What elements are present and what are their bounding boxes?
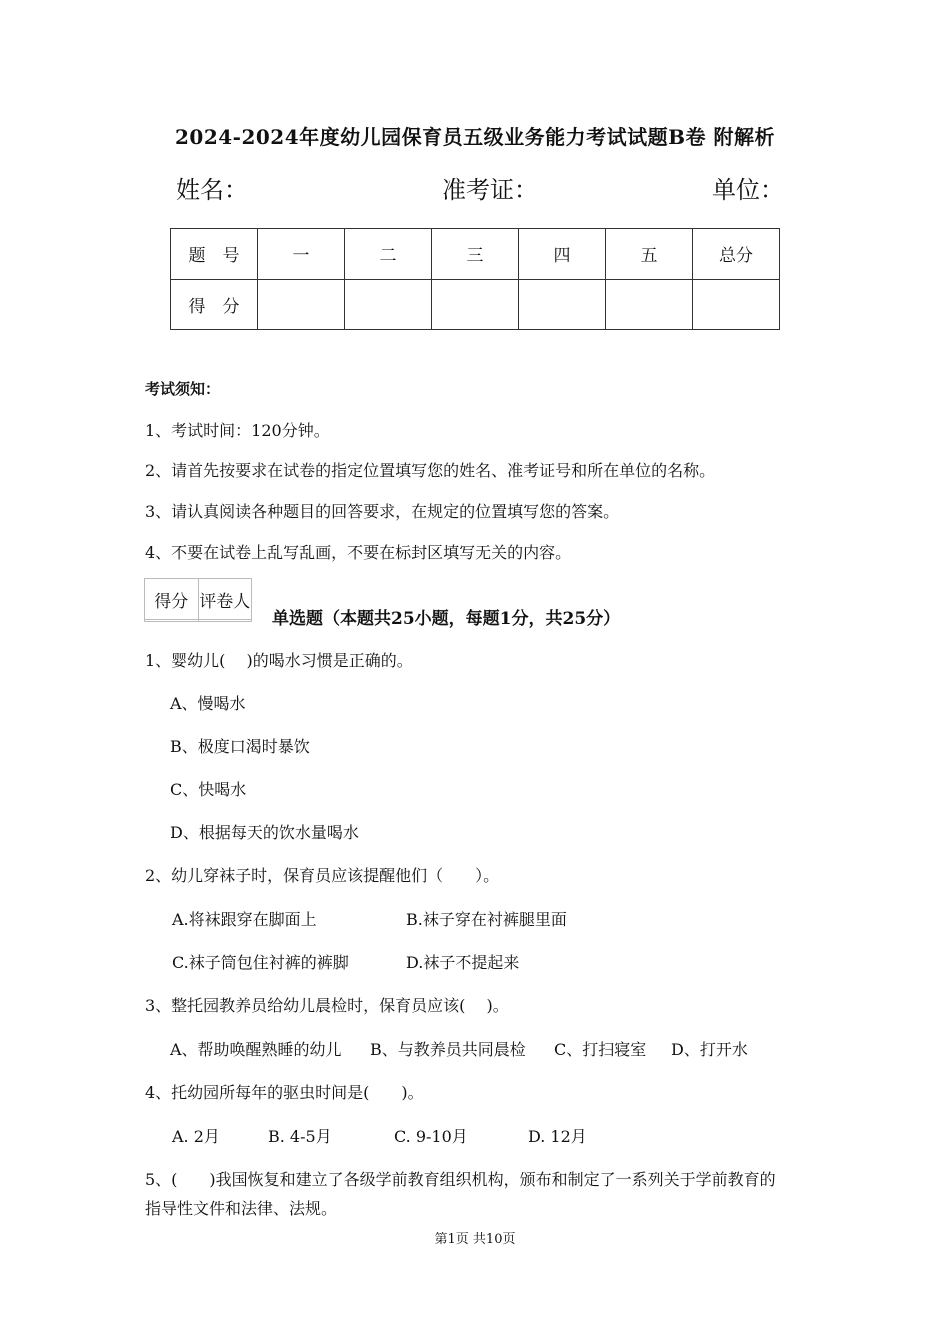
document-title: 2024-2024年度幼儿园保育员五级业务能力考试试题B卷 附解析: [175, 125, 775, 149]
notice-title: 考试须知：: [145, 380, 221, 398]
q2-option-c[interactable]: C.袜子筒包住衬裤的裤脚: [172, 953, 349, 972]
section-title: 单选题（本题共25小题，每题1分，共25分）: [272, 609, 621, 629]
q1-option-b[interactable]: B、极度口渴时暴饮: [170, 737, 310, 756]
q2-option-b[interactable]: B.袜子穿在衬裤腿里面: [406, 910, 567, 929]
grader-box-score-cell[interactable]: [145, 620, 199, 622]
score-table-score-row: [171, 279, 780, 330]
question-3: 3、整托园教养员给幼儿晨检时，保育员应该( )。: [145, 996, 509, 1015]
name-field-label: 姓名：: [176, 176, 248, 204]
q1-option-a[interactable]: A、慢喝水: [170, 694, 246, 713]
question-4: 4、托幼园所每年的驱虫时间是( )。: [145, 1083, 424, 1102]
score-cell[interactable]: [519, 279, 606, 330]
notice-item: 3、请认真阅读各种题目的回答要求，在规定的位置填写您的答案。: [145, 502, 620, 521]
q1-option-d[interactable]: D、根据每天的饮水量喝水: [170, 823, 359, 842]
notice-item: 1、考试时间：120分钟。: [145, 421, 330, 440]
notice-item: 2、请首先按要求在试卷的指定位置填写您的姓名、准考证号和所在单位的名称。: [145, 461, 716, 480]
score-cell[interactable]: [432, 279, 519, 330]
grader-box-grader-label: 评卷人: [198, 579, 252, 620]
score-table-header-row: [171, 229, 780, 280]
page-footer: 第1页 共10页: [434, 1232, 516, 1247]
q4-option-c[interactable]: C. 9-10月: [394, 1127, 468, 1146]
unit-field-label: 单位：: [712, 176, 784, 204]
q1-option-c[interactable]: C、快喝水: [170, 780, 247, 799]
score-table-header-cell: 五: [606, 229, 693, 280]
score-table-header-cell: 总分: [693, 229, 780, 280]
score-cell[interactable]: [345, 279, 432, 330]
q3-option-c[interactable]: C、打扫寝室: [554, 1040, 647, 1059]
score-table-header-cell: 一: [258, 229, 345, 280]
exam-id-field-label: 准考证：: [442, 176, 538, 204]
q2-option-d[interactable]: D.袜子不提起来: [406, 953, 520, 972]
q3-option-a[interactable]: A、帮助唤醒熟睡的幼儿: [170, 1040, 342, 1059]
question-5-continued: 指导性文件和法律、法规。: [145, 1199, 338, 1218]
question-2: 2、幼儿穿袜子时，保育员应该提醒他们（ ）。: [145, 866, 500, 885]
score-table-header-cell: 二: [345, 229, 432, 280]
score-row-label: 得 分: [171, 279, 258, 330]
q3-option-d[interactable]: D、打开水: [671, 1040, 748, 1059]
notice-item: 4、不要在试卷上乱写乱画，不要在标封区填写无关的内容。: [145, 543, 572, 562]
score-table-header-cell: 题 号: [171, 229, 258, 280]
score-cell[interactable]: [606, 279, 693, 330]
score-cell[interactable]: [258, 279, 345, 330]
q3-option-b[interactable]: B、与教养员共同晨检: [370, 1040, 526, 1059]
q4-option-d[interactable]: D. 12月: [528, 1127, 587, 1146]
question-1: 1、婴幼儿( )的喝水习惯是正确的。: [145, 651, 413, 670]
q2-option-a[interactable]: A.将袜跟穿在脚面上: [172, 910, 317, 929]
score-table-header-cell: 四: [519, 229, 606, 280]
score-table-header-cell: 三: [432, 229, 519, 280]
score-table: [170, 228, 780, 330]
score-cell[interactable]: [693, 279, 780, 330]
grader-box: [144, 578, 252, 622]
q4-option-b[interactable]: B. 4-5月: [268, 1127, 332, 1146]
grader-box-score-label: 得分: [145, 579, 199, 620]
question-5: 5、( )我国恢复和建立了各级学前教育组织机构，颁布和制定了一系列关于学前教育的: [145, 1170, 776, 1189]
q4-option-a[interactable]: A. 2月: [172, 1127, 220, 1146]
grader-box-grader-cell[interactable]: [198, 620, 252, 622]
